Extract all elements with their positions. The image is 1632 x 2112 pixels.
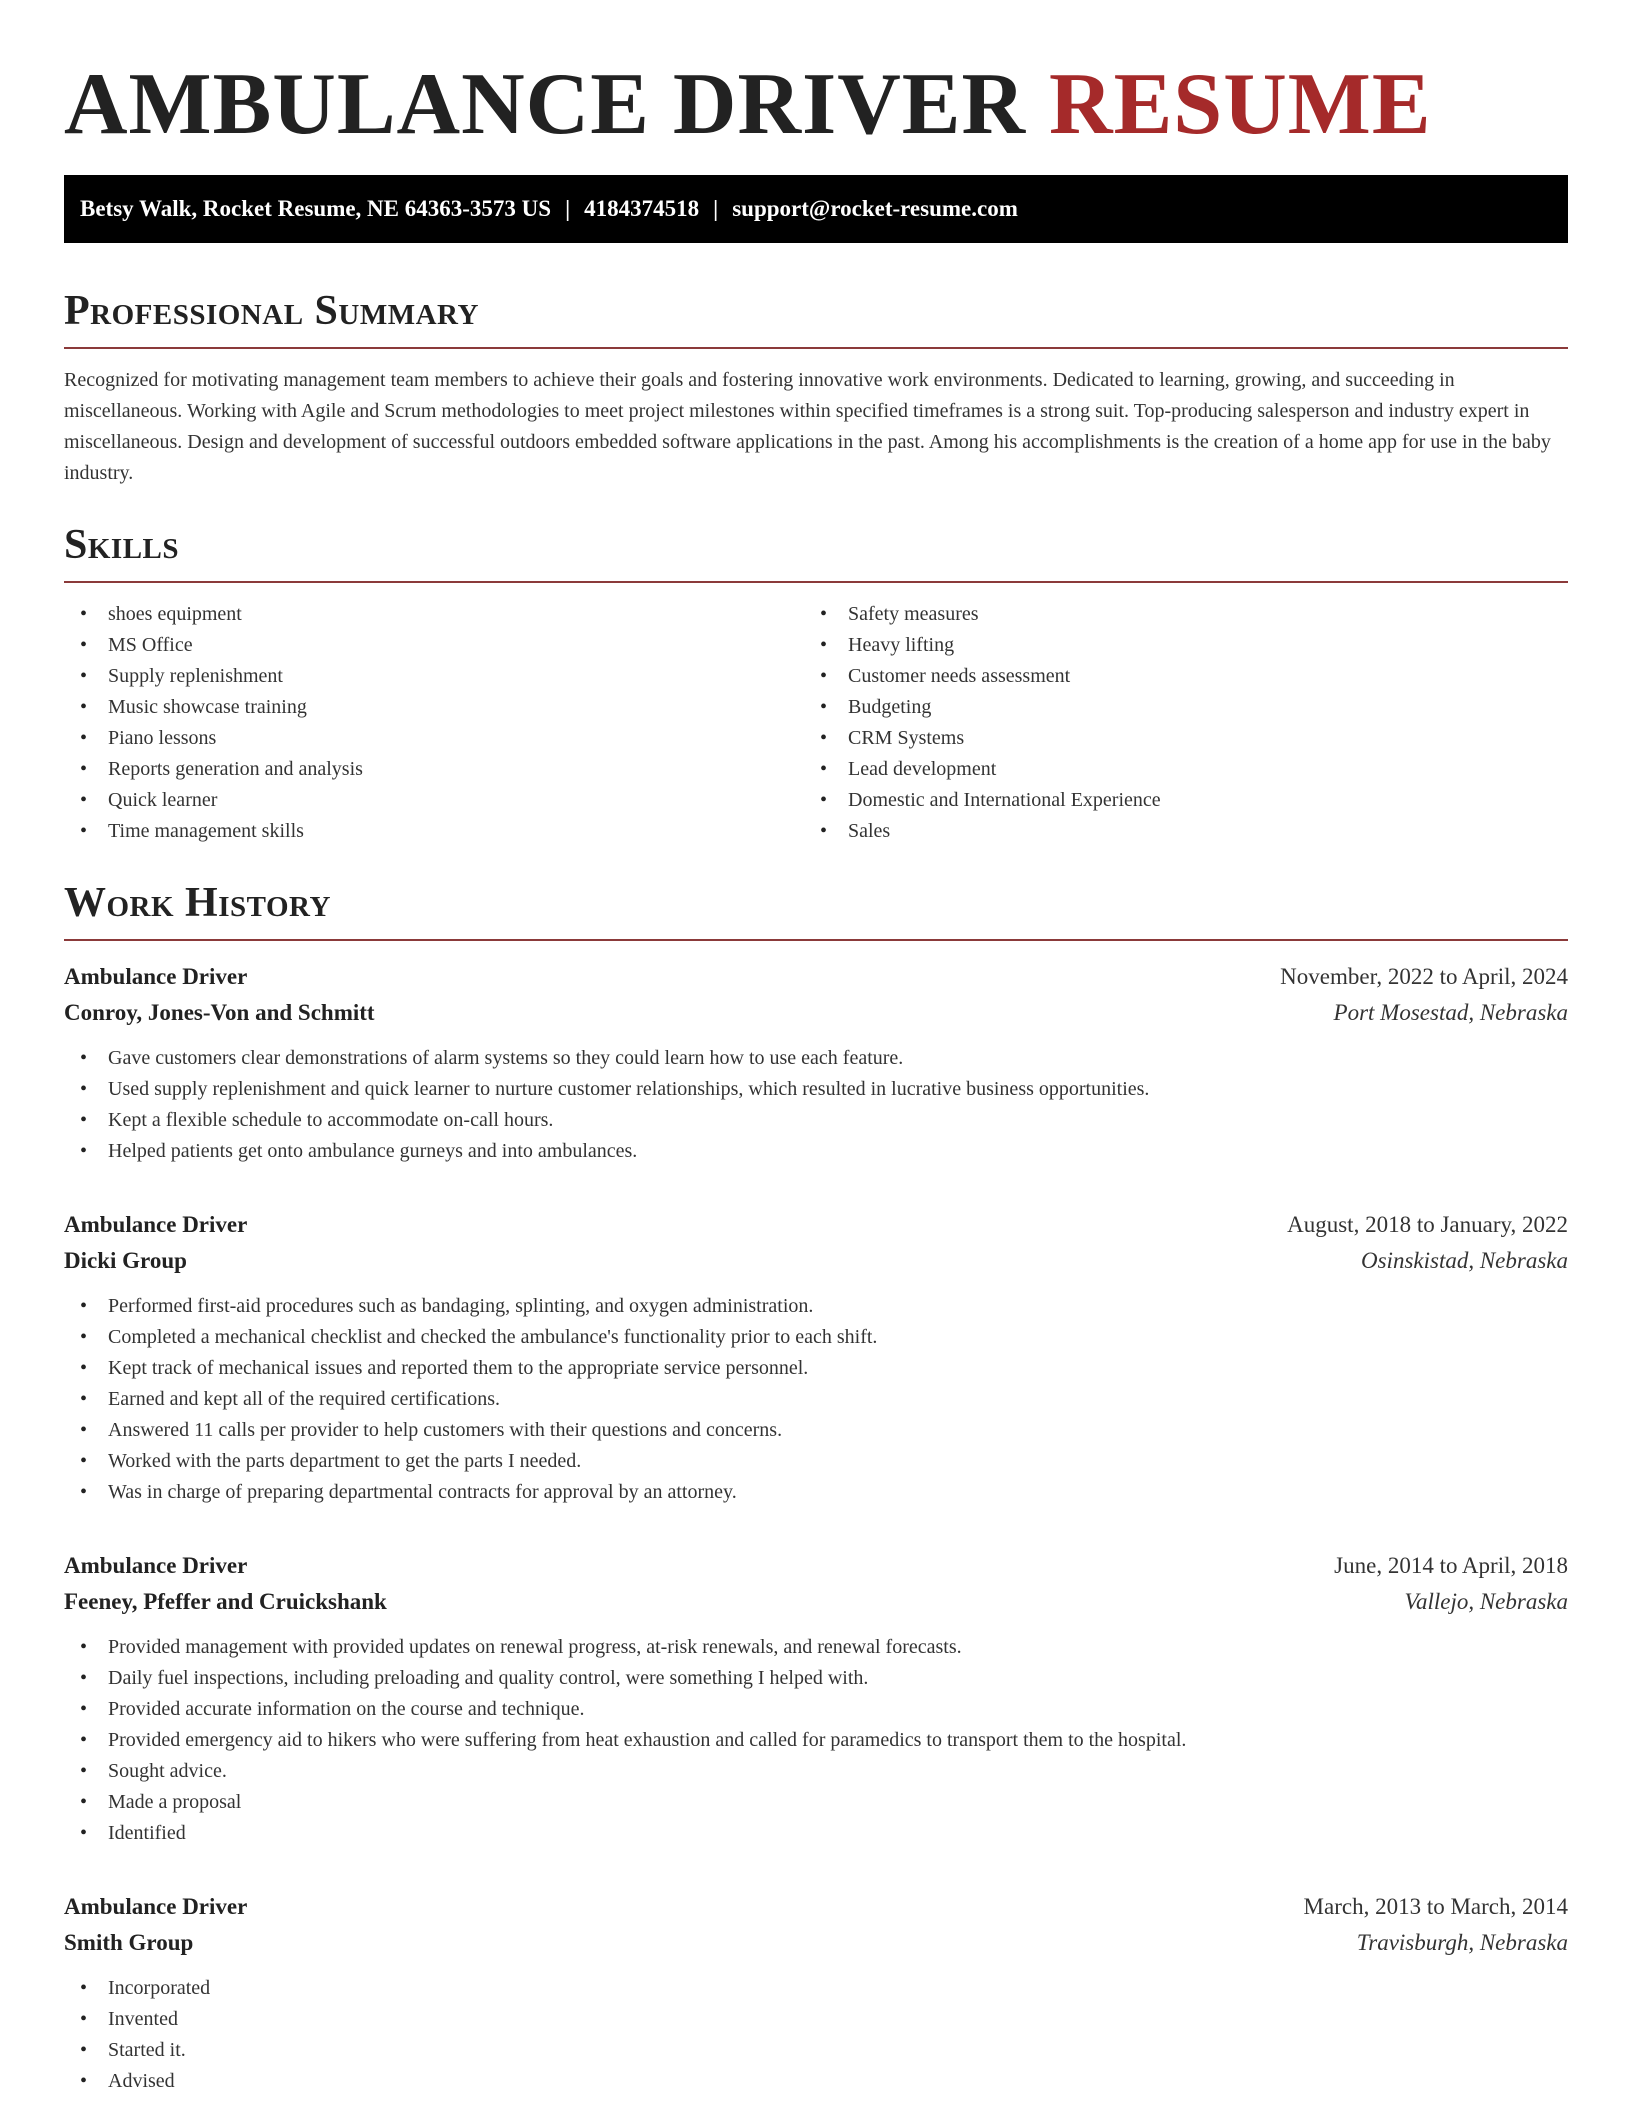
skill-item: • shoes equipment — [64, 599, 804, 630]
job-title: Ambulance Driver — [64, 1894, 248, 1919]
job-dates: November, 2022 to April, 2024 — [1280, 964, 1568, 989]
skill-item: • Heavy lifting — [804, 630, 1544, 661]
job-company: Conroy, Jones-Von and Schmitt — [64, 1000, 375, 1025]
job-company-row — [64, 995, 1568, 1031]
job-duty: • Earned and kept all of the required certifications. — [64, 1384, 1568, 1415]
job-duty: • Was in charge of preparing departmental contracts for approval by an attorney. — [64, 1477, 1568, 1508]
contact-address: Betsy Walk, Rocket Resume, NE 64363-3573 US — [80, 196, 552, 221]
job-duty: • Provided management with provided updates on renewal progress, at-risk renewals, and renewal forecasts. — [64, 1632, 1568, 1663]
job-header-row — [64, 1207, 1568, 1243]
job-duty: • Daily fuel inspections, including preloading and quality control, were something I helped with. — [64, 1663, 1568, 1694]
skill-item: • Supply replenishment — [64, 661, 804, 692]
job-duties — [64, 1291, 1568, 1508]
skill-item: • MS Office — [64, 630, 804, 661]
job-duty: • Performed first-aid procedures such as bandaging, splinting, and oxygen administration. — [64, 1291, 1568, 1322]
job-entry — [64, 1889, 1568, 2097]
contact-phone: 4184374518 — [584, 196, 700, 221]
job-location: Port Mosestad, Nebraska — [1333, 1000, 1568, 1025]
job-duty: • Made a proposal — [64, 1787, 1568, 1818]
job-duty: • Provided accurate information on the course and technique. — [64, 1694, 1568, 1725]
job-header-row — [64, 1889, 1568, 1925]
job-duty: • Advised — [64, 2066, 1568, 2097]
contact-email: support@rocket-resume.com — [732, 196, 1018, 221]
job-location: Vallejo, Nebraska — [1404, 1589, 1568, 1614]
resume-title-main: AMBULANCE DRIVER — [64, 56, 1027, 153]
job-header-row — [64, 1548, 1568, 1584]
resume-title-accent: RESUME — [1049, 56, 1432, 153]
job-location: Osinskistad, Nebraska — [1361, 1248, 1568, 1273]
job-duty: • Helped patients get onto ambulance gurneys and into ambulances. — [64, 1136, 1568, 1167]
job-duty: • Provided emergency aid to hikers who were suffering from heat exhaustion and called for paramedics to transport them to the hospital. — [64, 1725, 1568, 1756]
work-history-heading: Work History — [64, 877, 1568, 941]
skill-item: • Quick learner — [64, 785, 804, 816]
resume-page — [64, 0, 1568, 2097]
skills-heading: Skills — [64, 519, 1568, 583]
summary-heading: Professional Summary — [64, 285, 1568, 349]
skill-item: • Music showcase training — [64, 692, 804, 723]
skill-item: • Safety measures — [804, 599, 1544, 630]
job-duty: • Worked with the parts department to get the parts I needed. — [64, 1446, 1568, 1477]
skill-item: • Time management skills — [64, 816, 804, 847]
job-duty: • Kept track of mechanical issues and reported them to the appropriate service personnel. — [64, 1353, 1568, 1384]
contact-separator: | — [713, 196, 719, 221]
skill-item: • Sales — [804, 816, 1544, 847]
job-company: Dicki Group — [64, 1248, 187, 1273]
job-dates: March, 2013 to March, 2014 — [1303, 1894, 1568, 1919]
skill-item: • Customer needs assessment — [804, 661, 1544, 692]
job-duty: • Gave customers clear demonstrations of alarm systems so they could learn how to use each feature. — [64, 1043, 1568, 1074]
skill-item: • Domestic and International Experience — [804, 785, 1544, 816]
job-duty: • Used supply replenishment and quick learner to nurture customer relationships, which resulted in lucrative business opportunities. — [64, 1074, 1568, 1105]
contact-separator: | — [565, 196, 571, 221]
skills-list-right — [804, 599, 1544, 847]
job-duties — [64, 1973, 1568, 2097]
job-header-row — [64, 959, 1568, 995]
summary-text: Recognized for motivating management team members to achieve their goals and fostering innovative work environments. Dedicated to learning, growing, and succeeding in miscellaneous. Working with Agile and Scrum methodologies to meet project milestones within specified timeframes is a strong suit. Top-producing salesperson and industry expert in miscellaneous. Design and development of successful outdoors embedded software applications in the past. Among his accomplishments is the creation of a home app for use in the baby industry. — [64, 369, 1551, 484]
job-duty: • Identified — [64, 1818, 1568, 1849]
contact-bar — [64, 175, 1568, 243]
skill-item: • Reports generation and analysis — [64, 754, 804, 785]
job-duties — [64, 1632, 1568, 1849]
job-entry — [64, 1548, 1568, 1849]
job-entry — [64, 1207, 1568, 1508]
skill-item: • Budgeting — [804, 692, 1544, 723]
skill-item: • Piano lessons — [64, 723, 804, 754]
job-duty: • Invented — [64, 2004, 1568, 2035]
job-duty: • Sought advice. — [64, 1756, 1568, 1787]
job-company: Feeney, Pfeffer and Cruickshank — [64, 1589, 387, 1614]
job-duty: • Completed a mechanical checklist and checked the ambulance's functionality prior to each shift. — [64, 1322, 1568, 1353]
skill-item: • CRM Systems — [804, 723, 1544, 754]
job-title: Ambulance Driver — [64, 1553, 248, 1578]
job-duty: • Answered 11 calls per provider to help customers with their questions and concerns. — [64, 1415, 1568, 1446]
job-duties — [64, 1043, 1568, 1167]
skill-item: • Lead development — [804, 754, 1544, 785]
job-company-row — [64, 1584, 1568, 1620]
job-title: Ambulance Driver — [64, 964, 248, 989]
job-entry — [64, 959, 1568, 1167]
job-duty: • Kept a flexible schedule to accommodate on-call hours. — [64, 1105, 1568, 1136]
job-title: Ambulance Driver — [64, 1212, 248, 1237]
job-company-row — [64, 1925, 1568, 1961]
job-company: Smith Group — [64, 1930, 194, 1955]
job-duty: • Started it. — [64, 2035, 1568, 2066]
skills-list-left — [64, 599, 804, 847]
job-company-row — [64, 1243, 1568, 1279]
job-dates: August, 2018 to January, 2022 — [1287, 1212, 1568, 1237]
resume-title — [64, 0, 1568, 155]
job-duty: • Incorporated — [64, 1973, 1568, 2004]
skills-grid — [64, 599, 1568, 847]
job-location: Travisburgh, Nebraska — [1356, 1930, 1568, 1955]
job-dates: June, 2014 to April, 2018 — [1334, 1553, 1568, 1578]
